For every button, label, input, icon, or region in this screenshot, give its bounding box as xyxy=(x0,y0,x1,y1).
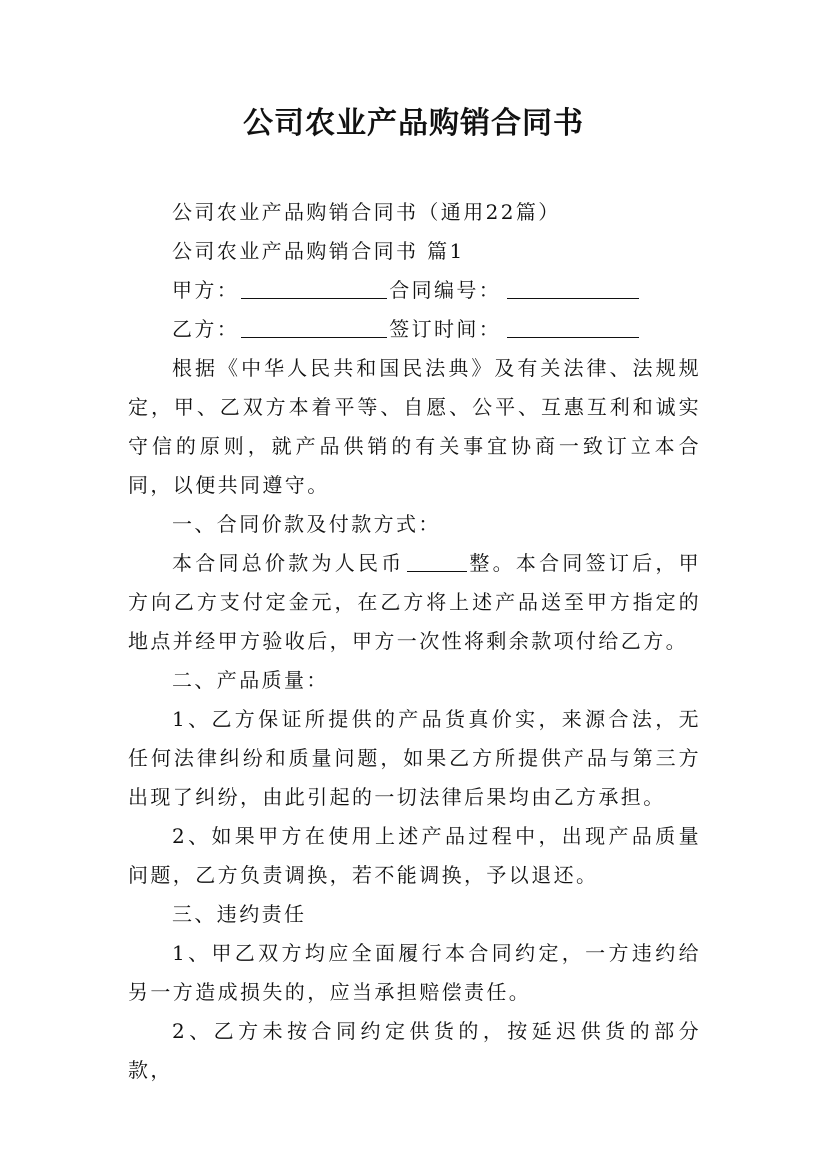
clause3-item2: 2、乙方未按合同约定供货的，按延迟供货的部分款， xyxy=(128,1019,701,1082)
clause1-text-before: 本合同总价款为人民币 xyxy=(172,551,405,575)
document-body xyxy=(128,193,701,1090)
price-blank xyxy=(407,549,467,572)
clause2-item2: 2、如果甲方在使用上述产品过程中，出现产品质量问题，乙方负责调换，若不能调换，予以退还。 xyxy=(128,824,701,887)
section-heading: 公司农业产品购销合同书 篇1 xyxy=(172,239,465,263)
party-a-blank xyxy=(241,276,387,299)
party-b-line xyxy=(128,310,701,349)
sign-time-label: 签订时间： xyxy=(389,317,502,341)
party-a-label: 甲方： xyxy=(172,278,240,302)
sign-time-blank xyxy=(507,315,639,338)
clause2-item1: 1、乙方保证所提供的产品货真价实，来源合法，无任何法律纠纷和质量问题，如果乙方所提供产品与第三方出现了纠纷，由此引起的一切法律后果均由乙方承担。 xyxy=(128,707,701,809)
intro-paragraph: 根据《中华人民共和国民法典》及有关法律、法规规定，甲、乙双方本着平等、自愿、公平、互惠互利和诚实守信的原则，就产品供销的有关事宜协商一致订立本合同，以便共同遵守。 xyxy=(128,356,701,497)
clause1-paragraph xyxy=(128,544,701,661)
contract-no-label: 合同编号： xyxy=(389,278,502,302)
clause2-heading: 二、产品质量： xyxy=(172,668,329,692)
document-title: 公司农业产品购销合同书 xyxy=(243,106,584,141)
subtitle: 公司农业产品购销合同书（通用22篇） xyxy=(172,200,561,224)
clause3-item1: 1、甲乙双方均应全面履行本合同约定，一方违约给另一方造成损失的，应当承担赔偿责任。 xyxy=(128,941,701,1004)
party-a-line xyxy=(128,271,701,310)
party-b-blank xyxy=(241,315,387,338)
clause1-text-after: 整。本合同签订后，甲方向乙方支付定金元，在乙方将上述产品送至甲方指定的地点并经甲方验收后，甲方一次性将剩余款项付给乙方。 xyxy=(128,551,701,653)
party-b-label: 乙方： xyxy=(172,317,240,341)
contract-no-blank xyxy=(507,276,639,299)
clause3-heading: 三、违约责任 xyxy=(172,902,307,926)
clause1-heading: 一、合同价款及付款方式： xyxy=(172,512,441,536)
